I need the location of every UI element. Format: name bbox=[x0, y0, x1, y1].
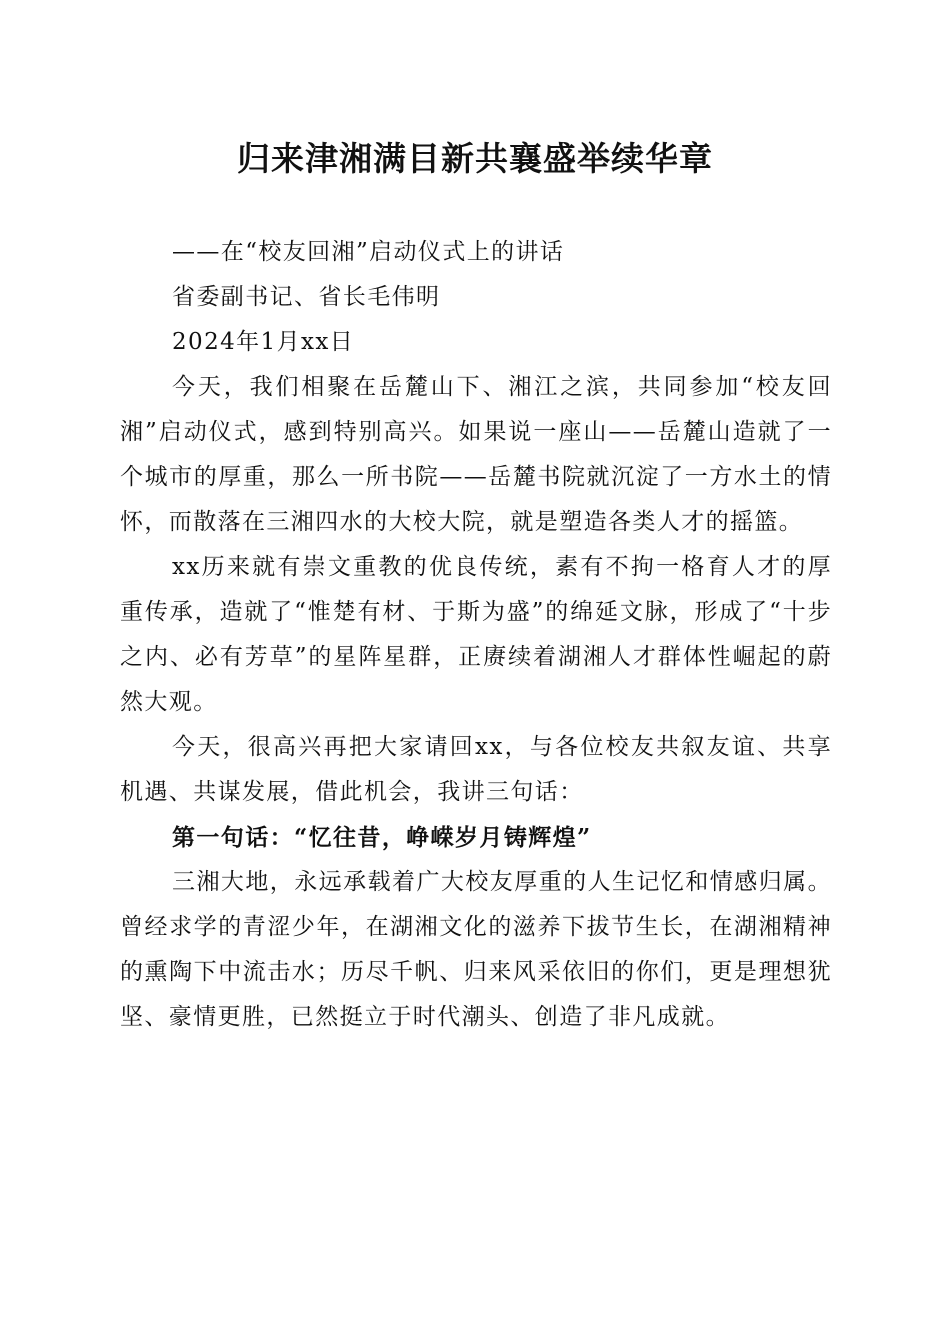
section-heading: 第一句话：“忆往昔，峥嵘岁月铸辉煌” bbox=[172, 824, 592, 851]
speaker-line: 省委副书记、省长毛伟明 bbox=[172, 284, 441, 310]
paragraph: 三湘大地，永远承载着广大校友厚重的人生记忆和情感归属。曾经求学的青涩少年，在湖湘文化的滋养下拔节生长，在湖湘精神的熏陶下中流击水；历尽千帆、归来风采依旧的你们，更是理想犹坚、豪情更胜，已然挺立于时代潮头、创造了非凡成就。 bbox=[120, 869, 832, 1030]
document-title: 归来津湘满目新共襄盛举续华章 bbox=[237, 139, 713, 178]
paragraph: 今天，很高兴再把大家请回xx，与各位校友共叙友谊、共享机遇、共谋发展，借此机会，我讲三句话： bbox=[120, 734, 832, 805]
subtitle: ——在“校友回湘”启动仪式上的讲话 bbox=[172, 239, 565, 265]
paragraph: xx历来就有崇文重教的优良传统，素有不拘一格育人才的厚重传承，造就了“惟楚有材、于斯为盛”的绵延文脉，形成了“十步之内、必有芳草”的星阵星群，正赓续着湖湘人才群体性崛起的蔚然大观。 bbox=[120, 554, 832, 715]
paragraph: 今天，我们相聚在岳麓山下、湘江之滨，共同参加“校友回湘”启动仪式，感到特别高兴。如果说一座山——岳麓山造就了一个城市的厚重，那么一所书院——岳麓书院就沉淀了一方水土的情怀，而散落在三湘四水的大校大院，就是塑造各类人才的摇篮。 bbox=[120, 374, 832, 535]
document-body bbox=[120, 230, 832, 1040]
date-line: 2024年1月xx日 bbox=[172, 329, 355, 355]
